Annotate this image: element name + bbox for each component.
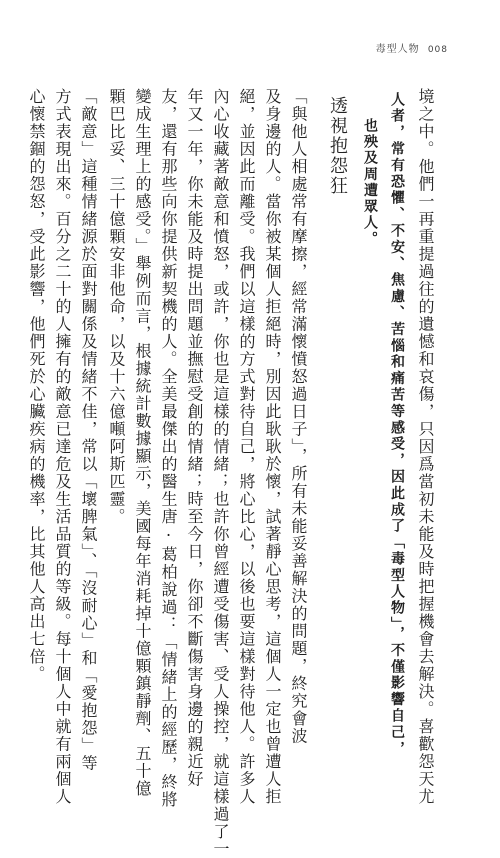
text-column-4: 「與他人相處常有摩擦，經常滿懷憤怒過日子」，所有未能妥善解決的問題，終究會波 [289, 88, 308, 745]
book-title: 毒型人物 [375, 44, 420, 55]
text-column-12: 「敵意」這種情緒源於面對關係及情緒不佳，常以「壞脾氣」、「沒耐心」和「愛抱怨」等 [79, 88, 98, 772]
text-column-10: 變成生理上的感受。」舉例而言，根據統計數據顯示，美國每年消耗掉十億顆鎮靜劑、五十億 [133, 88, 152, 798]
text-column-13: 方式表現出來。百分之二十的人擁有的敵意已達危及生活品質的等級。每十個人中就有兩個人 [53, 88, 72, 806]
text-column-1: 境之中。他們一再重提過往的遺憾和哀傷，只因爲當初未能及時把握機會去解決。喜歡怨天尤 [416, 88, 435, 806]
text-column-6: 絕，並因此而離受。我們以這樣的方式對待自己，將心比心，以後也要這樣對待他人。許多人 [237, 88, 256, 806]
text-column-3: 也殃及周遭眾人。 [362, 118, 378, 248]
text-column-8: 年又一年，你未能及時提出問題並撫慰受創的情緒；時至今日，你卻不斷傷害身邊的親近好 [185, 88, 204, 788]
text-column-2: 人者，常有恐懼、不安、焦慮、苦惱和痛苦等感受，因此成了「毒型人物」，不僅影響自己， [389, 92, 405, 758]
text-column-5: 及身邊的人。當你被某個人拒絕時，別因此耿耿於懷，試著靜心思考，這個人一定也曾遭人拒 [263, 88, 282, 806]
text-column-9: 友，還有那些向你提供新契機的人。全美最傑出的醫生唐·葛柏說過：「情緒上的經歷，終將 [159, 88, 178, 809]
section-heading: 透視抱怨狂 [327, 96, 348, 196]
text-column-7: 內心收藏著敵意和憤怒，或許，你也是這樣的情緒；也許你曾經遭受傷害、受人操控，就這樣過了一 [211, 88, 230, 858]
running-head [376, 40, 448, 55]
page-number: 008 [427, 45, 448, 55]
text-column-14: 心懷禁錮的怨怒，受此影響，他們死於心臟疾病的機率，比其他人高出七倍。 [27, 88, 46, 683]
text-column-11: 顆巴比妥、三十億顆安非他命，以及十六億噸阿斯匹靈。 [107, 88, 126, 526]
